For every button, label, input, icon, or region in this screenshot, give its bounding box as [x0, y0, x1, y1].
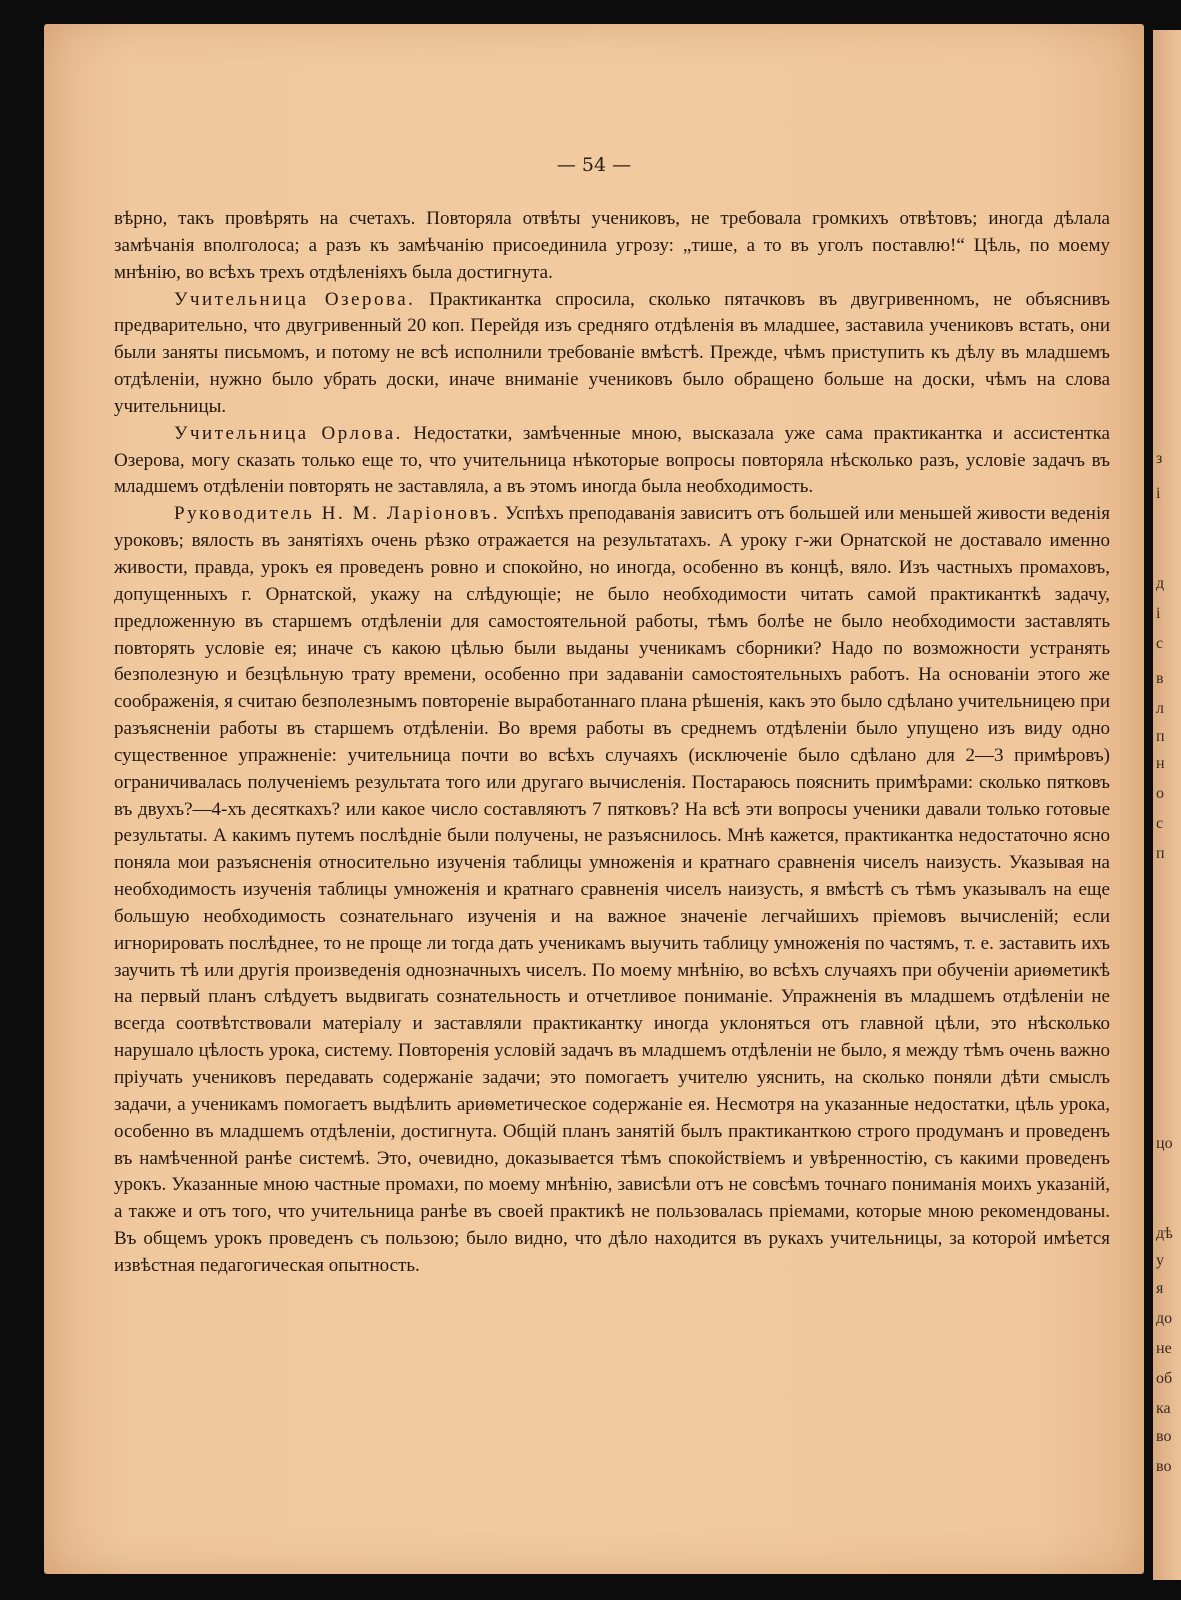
adjacent-page-fragment: во [1156, 1428, 1172, 1445]
adjacent-page-fragment: дѣ [1156, 1225, 1173, 1242]
adjacent-page-fragment: л [1156, 700, 1164, 717]
adjacent-page-fragment: не [1156, 1340, 1172, 1357]
adjacent-page-edge [1153, 30, 1181, 1580]
adjacent-page-fragment: ка [1156, 1400, 1171, 1417]
paragraph-ozerova [114, 287, 1110, 421]
adjacent-page-letters [1153, 30, 1181, 1580]
adjacent-page-fragment: н [1156, 755, 1165, 772]
speaker-label: Руководитель Н. М. Ларіоновъ. [174, 503, 501, 525]
book-page [44, 24, 1144, 1574]
speaker-label: Учительница Озерова. [174, 288, 416, 310]
adjacent-page-fragment: во [1156, 1458, 1172, 1475]
adjacent-page-fragment: і [1156, 485, 1161, 502]
adjacent-page-fragment: цо [1156, 1135, 1173, 1152]
body-text [114, 206, 1110, 1280]
adjacent-page-fragment: с [1156, 635, 1164, 652]
adjacent-page-fragment: п [1156, 728, 1165, 745]
paragraph-text: Практикантка спросила, сколько пятачковъ въ двугривенномъ, не объяснивъ предварительно, что двугривенный 20 коп. Перейдя изъ средняго отдѣленія въ младшее, заставила учениковъ встать, они были заняты письмомъ, и потому не всѣ исполнили требованіе вмѣстѣ. Прежде, чѣмъ приступить къ дѣлу въ младшемъ отдѣленіи, нужно было убрать доски, иначе вниманіе учениковъ было обращено больше на доски, чѣмъ на слова учительницы. [114, 288, 1110, 417]
adjacent-page-fragment: с [1156, 815, 1164, 832]
paragraph-text: Недостатки, замѣченные мною, высказала уже сама практикантка и ассистентка Озерова, могу сказать только еще то, что учительница нѣкоторые вопросы повторяла нѣсколько разъ, условіе задачъ въ младшемъ отдѣленіи повторять не заставляла, а въ этомъ иногда была необходимость. [114, 422, 1110, 498]
paragraph-text: Успѣхъ преподаванія зависитъ отъ большей или меньшей живости веденія уроковъ; вялость въ занятіяхъ очень рѣзко отражается на результатахъ. А уроку г-жи Орнатской не доставало именно живости, правда, урокъ ея проведенъ ровно и спокойно, но иногда, особенно въ концѣ, вяло. Изъ частныхъ промаховъ, допущенныхъ г. Орнатской, укажу на слѣдующіе; не было необходимости читать самой практиканткѣ задачу, предложенную въ старшемъ отдѣленіи для самостоятельной работы, тѣмъ болѣе не было необходимости заставлять повторять условіе ея; иначе съ какою цѣлью были выданы ученикамъ сборники? Надо по возможности устранять безполезную и безцѣльную трату времени, особенно при задаваніи самостоятельныхъ работъ. На основаніи этого же соображенія, я считаю безполезнымъ повтореніе выработаннаго плана рѣшенія, какъ это было сдѣлано учительницею при разъясненіи работы въ старшемъ отдѣленіи. Во время работы въ среднемъ отдѣленіи было упущено изъ виду одно существенное упражненіе: учительница почти во всѣхъ случаяхъ (исключеніе было сдѣлано для 2—3 примѣровъ) ограничивалась полученіемъ результата того или другаго вычисленія. Постараюсь пояснить примѣрами: сколько пятковъ въ двухъ?—4-хъ десяткахъ? или какое число составляютъ 7 пятковъ? На всѣ эти вопросы ученики давали только готовые результаты. А какимъ путемъ послѣдніе были получены, не разъяснилось. Мнѣ кажется, практикантка недостаточно ясно поняла мои разъясненія относительно изученія таблицы умноженія и кратнаго сравненія чиселъ наизусть. Указывая на необходимость изученія таблицы умноженія и кратнаго сравненія чиселъ наизусть, я вмѣстѣ съ тѣмъ указывалъ на еще большую необходимость сознательнаго изученія и на важное значеніе легчайшихъ пріемовъ вычисленій; если игнорировать послѣднее, то не проще ли тогда дать ученикамъ выучить таблицу умноженія по частямъ, т. е. заставить ихъ заучить тѣ или другія произведенія однозначныхъ чиселъ. По моему мнѣнію, во всѣхъ случаяхъ при обученіи ариѳметикѣ на первый планъ слѣдуетъ выдвигать сознательность и отчетливое пониманіе. Упражненія въ младшемъ отдѣленіи не всегда соотвѣтствовали матеріалу и заставляли практикантку иногда уклоняться отъ главной цѣли, это нѣсколько нарушало цѣлость урока, систему. Повторенія условій задачъ въ младшемъ отдѣленіи не было, я между тѣмъ очень важно пріучать учениковъ передавать содержаніе задачи; это помогаетъ учителю уяснить, на сколько поняли дѣти смыслъ задачи, а ученикамъ помогаетъ выдѣлить ариѳметическое содержаніе ея. Несмотря на указанные недостатки, цѣль урока, особенно въ младшемъ отдѣленіи, достигнута. Общій планъ занятій былъ практиканткою строго продуманъ и проведенъ въ намѣченной ранѣе системѣ. Это, очевидно, доказывается тѣмъ спокойствіемъ и увѣренностію, съ какими проведенъ урокъ. Указанные мною частные промахи, по моему мнѣнію, зависѣли отъ не совсѣмъ точнаго пониманія моихъ указаній, а также и отъ того, что учительница ранѣе въ своей практикѣ не пользовалась пріемами, которые мною рекомендованы. Въ общемъ урокъ проведенъ съ пользою; было видно, что дѣло находится въ рукахъ учительницы, за которой имѣется извѣстная педагогическая опытность. [114, 503, 1110, 1276]
adjacent-page-fragment: у [1156, 1252, 1164, 1269]
paragraph-text: вѣрно, такъ провѣрять на счетахъ. Повторяла отвѣты учениковъ, не требовала громкихъ отвѣтовъ; иногда дѣлала замѣчанія вполголоса; а разъ къ замѣчанію присоединила угрозу: „тише, а то въ уголъ поставлю!“ Цѣль, по моему мнѣнію, во всѣхъ трехъ отдѣленіяхъ была достигнута. [114, 208, 1110, 283]
adjacent-page-fragment: о [1156, 785, 1164, 802]
adjacent-page-fragment: в [1156, 670, 1164, 687]
paragraph-larionov [114, 501, 1110, 1279]
paragraph-orlova [114, 421, 1110, 502]
adjacent-page-fragment: я [1156, 1280, 1164, 1297]
adjacent-page-fragment: до [1156, 1310, 1173, 1327]
speaker-label: Учительница Орлова. [174, 422, 403, 444]
adjacent-page-fragment: з [1156, 450, 1163, 467]
adjacent-page-fragment: об [1156, 1370, 1173, 1387]
paragraph-continuation [114, 206, 1110, 287]
page-number: — 54 — [556, 154, 632, 176]
adjacent-page-fragment: і [1156, 605, 1161, 622]
adjacent-page-fragment: д [1156, 575, 1165, 592]
adjacent-page-fragment: п [1156, 845, 1165, 862]
